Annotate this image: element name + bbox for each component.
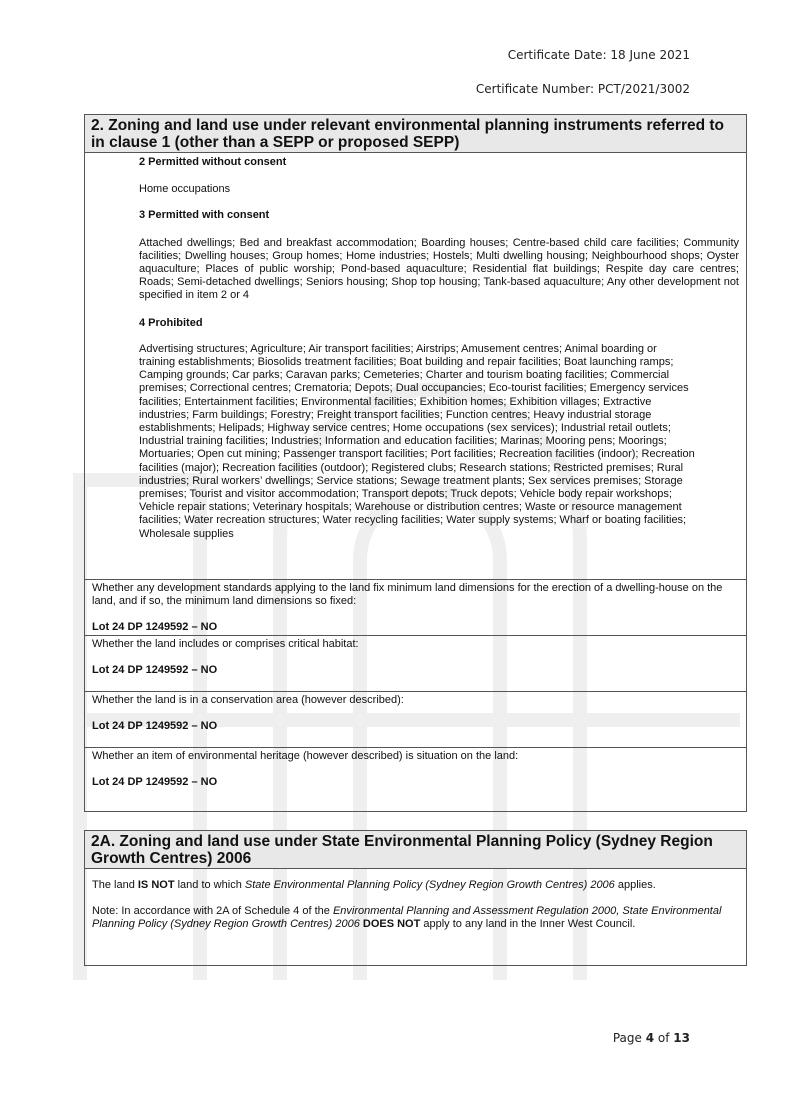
prohibited-line: industries; Farm buildings; Forestry; Freight transport facilities; Function centres; Heavy industrial storage — [139, 408, 652, 421]
question-text: Whether the land includes or comprises critical habitat: — [92, 638, 359, 650]
page-number — [613, 1031, 690, 1045]
text-run: apply to any land in the Inner West Council. — [420, 918, 636, 931]
prohibited-text — [139, 343, 739, 541]
total-pages: 13 — [673, 1031, 690, 1045]
section-2a-paragraph-1 — [92, 879, 739, 892]
text-run: Note: In accordance with 2A of Schedule 4 of the — [92, 905, 333, 918]
page-of: of — [654, 1031, 674, 1045]
permitted-with-consent — [85, 196, 746, 302]
text-run: The land — [92, 879, 138, 891]
page-label: Page — [612, 1031, 646, 1045]
prohibited — [85, 303, 746, 541]
prohibited-heading: 4 Prohibited — [139, 316, 203, 329]
certificate-date: Certificate Date: 18 June 2021 — [507, 48, 690, 62]
question-text: Whether the land is in a conservation area (however described): — [92, 694, 404, 706]
permitted-with-consent-heading: 3 Permitted with consent — [139, 209, 270, 222]
section-2a-body — [85, 869, 746, 938]
question-row — [85, 691, 746, 747]
emphasis-is-not: IS NOT — [137, 879, 175, 891]
section-2a-growth-centres — [84, 830, 747, 966]
question-rows — [85, 579, 746, 802]
prohibited-line: Advertising structures; Agriculture; Air transport facilities; Airstrips; Amusement centres; Animal boarding or — [139, 342, 657, 355]
question-row — [85, 579, 746, 635]
answer-text: Lot 24 DP 1249592 – NO — [92, 720, 218, 733]
prohibited-line: premises; Correctional centres; Crematoria; Depots; Dual occupancies; Eco-tourist facilities; Emergency services — [139, 382, 689, 395]
section-2-zoning — [84, 114, 747, 812]
section-2-title: 2. Zoning and land use under relevant environmental planning instruments referred to in clause 1 (other than a SEPP or proposed SEPP) — [85, 115, 746, 153]
prohibited-line: facilities; Entertainment facilities; Environmental facilities; Exhibition homes; Exhibition villages; Extractive — [139, 395, 652, 408]
question-text: Whether any development standards applying to the land fix minimum land dimensions for the erection of a dwelling-house on the land, and if so, the minimum land dimensions so fixed: — [92, 582, 723, 608]
section-2a-paragraph-2 — [92, 905, 739, 931]
permitted-with-consent-text: Attached dwellings; Bed and breakfast accommodation; Boarding houses; Centre-based child care facilities; Community facilities; Dwelling houses; Group homes; Home industries; Hostels; Multi dwelling housing; Neighbourhood shops; Oyster aquaculture; Places of public worship; Pond-based aquaculture; Residential flat buildings; Respite day care centres; Roads; Semi-detached dwellings; Seniors housing; Shop top housing; Tank-based aquaculture; Any other development not specified in item 2 or 4 — [139, 236, 739, 302]
text-run: land to which — [174, 879, 245, 891]
prohibited-line: Wholesale supplies — [139, 527, 234, 540]
prohibited-line: Industrial training facilities; Industries; Information and education facilities; Marinas; Mooring pens; Moorings; — [139, 435, 667, 448]
prohibited-line: facilities (major); Recreation facilities (outdoor); Registered clubs; Research stations; Restricted premises; Rural — [139, 461, 684, 474]
text-run: applies. — [614, 879, 656, 891]
certificate-number: Certificate Number: PCT/2021/3002 — [475, 82, 690, 96]
permitted-without-consent-heading: 2 Permitted without consent — [139, 156, 287, 168]
question-row — [85, 747, 746, 802]
prohibited-line: premises; Tourist and visitor accommodation; Transport depots; Truck depots; Vehicle body repair workshops; — [139, 488, 672, 501]
regulation-name: Environmental Planning and Assessment Regulation 2000, State Environmental Planning Policy (Sydney Region Growth Centres) 2006 — [92, 905, 722, 931]
prohibited-line: Camping grounds; Car parks; Caravan parks; Cemeteries; Charter and tourism boating facilities; Commercial — [139, 369, 670, 382]
prohibited-line: Mortuaries; Open cut mining; Passenger transport facilities; Port facilities; Recreation facilities (indoor); Recreation — [139, 448, 695, 461]
permitted-without-consent-text: Home occupations — [139, 183, 231, 196]
prohibited-line: Vehicle repair stations; Veterinary hospitals; Warehouse or distribution centres; Waste or resource management — [139, 501, 682, 514]
prohibited-line: training establishments; Biosolids treatment facilities; Boat building and repair facilities; Boat launching ramps; — [139, 356, 674, 369]
prohibited-line: establishments; Helipads; Highway service centres; Home occupations (sex services); Industrial retail outlets; — [139, 422, 671, 435]
question-text: Whether an item of environmental heritage (however described) is situation on the land: — [92, 750, 519, 762]
prohibited-line: facilities; Water recreation structures; Water recycling facilities; Water supply systems; Wharf or boating facilities; — [139, 514, 687, 527]
answer-text: Lot 24 DP 1249592 – NO — [92, 776, 218, 789]
current-page: 4 — [645, 1031, 655, 1045]
section-2a-title: 2A. Zoning and land use under State Environmental Planning Policy (Sydney Region Growth Centres) 2006 — [85, 831, 746, 869]
permitted-without-consent — [85, 153, 746, 196]
prohibited-line: industries; Rural workers’ dwellings; Service stations; Sewage treatment plants; Sex services premises; Storage — [139, 474, 683, 487]
policy-name: State Environmental Planning Policy (Sydney Region Growth Centres) 2006 — [244, 879, 615, 891]
question-row — [85, 635, 746, 691]
answer-text: Lot 24 DP 1249592 – NO — [92, 621, 218, 634]
emphasis-does-not: DOES NOT — [359, 918, 421, 931]
answer-text: Lot 24 DP 1249592 – NO — [92, 664, 218, 677]
